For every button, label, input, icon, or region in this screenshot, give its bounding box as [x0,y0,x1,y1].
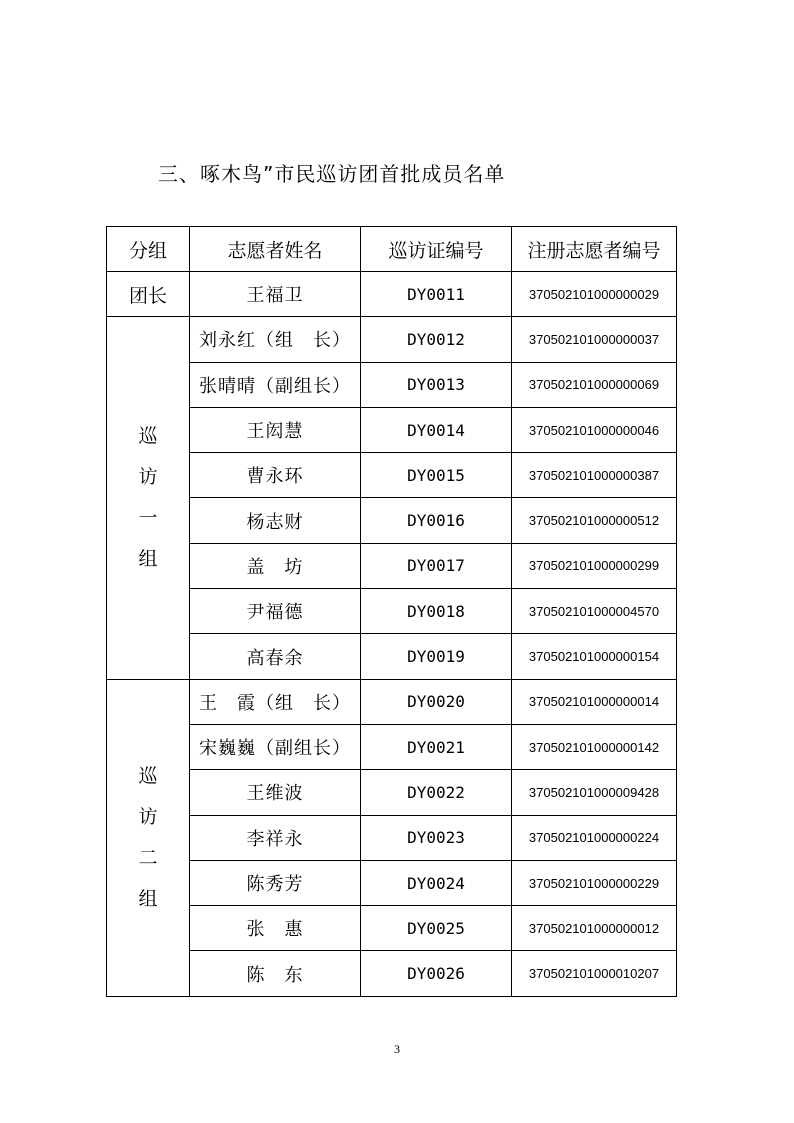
table-row [107,407,677,452]
member-name: 陈秀芳 [190,860,361,905]
header-group: 分组 [107,227,190,272]
member-name: 高春余 [190,634,361,679]
member-roster-table [106,226,677,997]
table-row [107,679,677,724]
member-badge-number: DY0018 [361,589,512,634]
member-registration-number: 370502101000000014 [512,679,677,724]
member-badge-number: DY0016 [361,498,512,543]
member-name: 王闳慧 [190,407,361,452]
leader-registration-number: 370502101000000029 [512,272,677,317]
member-badge-number: DY0021 [361,724,512,769]
member-registration-number: 370502101000004570 [512,589,677,634]
member-registration-number: 370502101000000142 [512,724,677,769]
group1-label-char: 访 [138,465,158,488]
page-number: 3 [394,1042,400,1056]
member-badge-number: DY0019 [361,634,512,679]
table-row [107,589,677,634]
member-registration-number: 370502101000000012 [512,906,677,951]
member-badge-number: DY0013 [361,362,512,407]
member-registration-number: 370502101000000229 [512,860,677,905]
table-row [107,770,677,815]
member-name: 刘永红（组 长） [190,317,361,362]
header-registration-number: 注册志愿者编号 [512,227,677,272]
leader-group-label: 团长 [107,272,190,317]
table-row [107,724,677,769]
member-badge-number: DY0014 [361,407,512,452]
member-badge-number: DY0024 [361,860,512,905]
table-row [107,951,677,996]
member-badge-number: DY0015 [361,453,512,498]
group2-label [107,679,190,996]
table-row [107,906,677,951]
table-row [107,815,677,860]
member-name: 杨志财 [190,498,361,543]
member-badge-number: DY0025 [361,906,512,951]
group1-label-char: 组 [138,547,158,570]
leader-badge-number: DY0011 [361,272,512,317]
table-header-row [107,227,677,272]
member-registration-number: 370502101000000224 [512,815,677,860]
member-badge-number: DY0020 [361,679,512,724]
member-registration-number: 370502101000000512 [512,498,677,543]
member-name: 陈 东 [190,951,361,996]
header-badge-number: 巡访证编号 [361,227,512,272]
member-name: 尹福德 [190,589,361,634]
group2-label-char: 访 [138,805,158,828]
member-registration-number: 370502101000000387 [512,453,677,498]
document-title: 三、啄木鸟”市民巡访团首批成员名单 [158,162,506,186]
member-registration-number: 370502101000000046 [512,407,677,452]
leader-name: 王福卫 [190,272,361,317]
member-registration-number: 370502101000000069 [512,362,677,407]
member-badge-number: DY0026 [361,951,512,996]
member-registration-number: 370502101000009428 [512,770,677,815]
member-registration-number: 370502101000000299 [512,543,677,588]
member-name: 盖 坊 [190,543,361,588]
member-name: 张 惠 [190,906,361,951]
member-registration-number: 370502101000010207 [512,951,677,996]
member-name: 王 霞（组 长） [190,679,361,724]
group1-label-char: 一 [138,506,158,529]
member-badge-number: DY0012 [361,317,512,362]
group2-label-char: 组 [138,887,158,910]
member-badge-number: DY0022 [361,770,512,815]
table-row [107,860,677,905]
leader-row [107,272,677,317]
table-row [107,498,677,543]
member-name: 张晴晴（副组长） [190,362,361,407]
member-name: 王维波 [190,770,361,815]
group2-label-char: 二 [138,846,158,869]
group1-label [107,317,190,679]
table-row [107,634,677,679]
member-name: 曹永环 [190,453,361,498]
table-row [107,317,677,362]
header-volunteer-name: 志愿者姓名 [190,227,361,272]
group2-label-char: 巡 [138,764,158,787]
member-name: 李祥永 [190,815,361,860]
member-badge-number: DY0017 [361,543,512,588]
table-row [107,543,677,588]
member-name: 宋巍巍（副组长） [190,724,361,769]
table-row [107,362,677,407]
table-row [107,453,677,498]
member-registration-number: 370502101000000154 [512,634,677,679]
group1-label-char: 巡 [138,424,158,447]
member-badge-number: DY0023 [361,815,512,860]
member-registration-number: 370502101000000037 [512,317,677,362]
